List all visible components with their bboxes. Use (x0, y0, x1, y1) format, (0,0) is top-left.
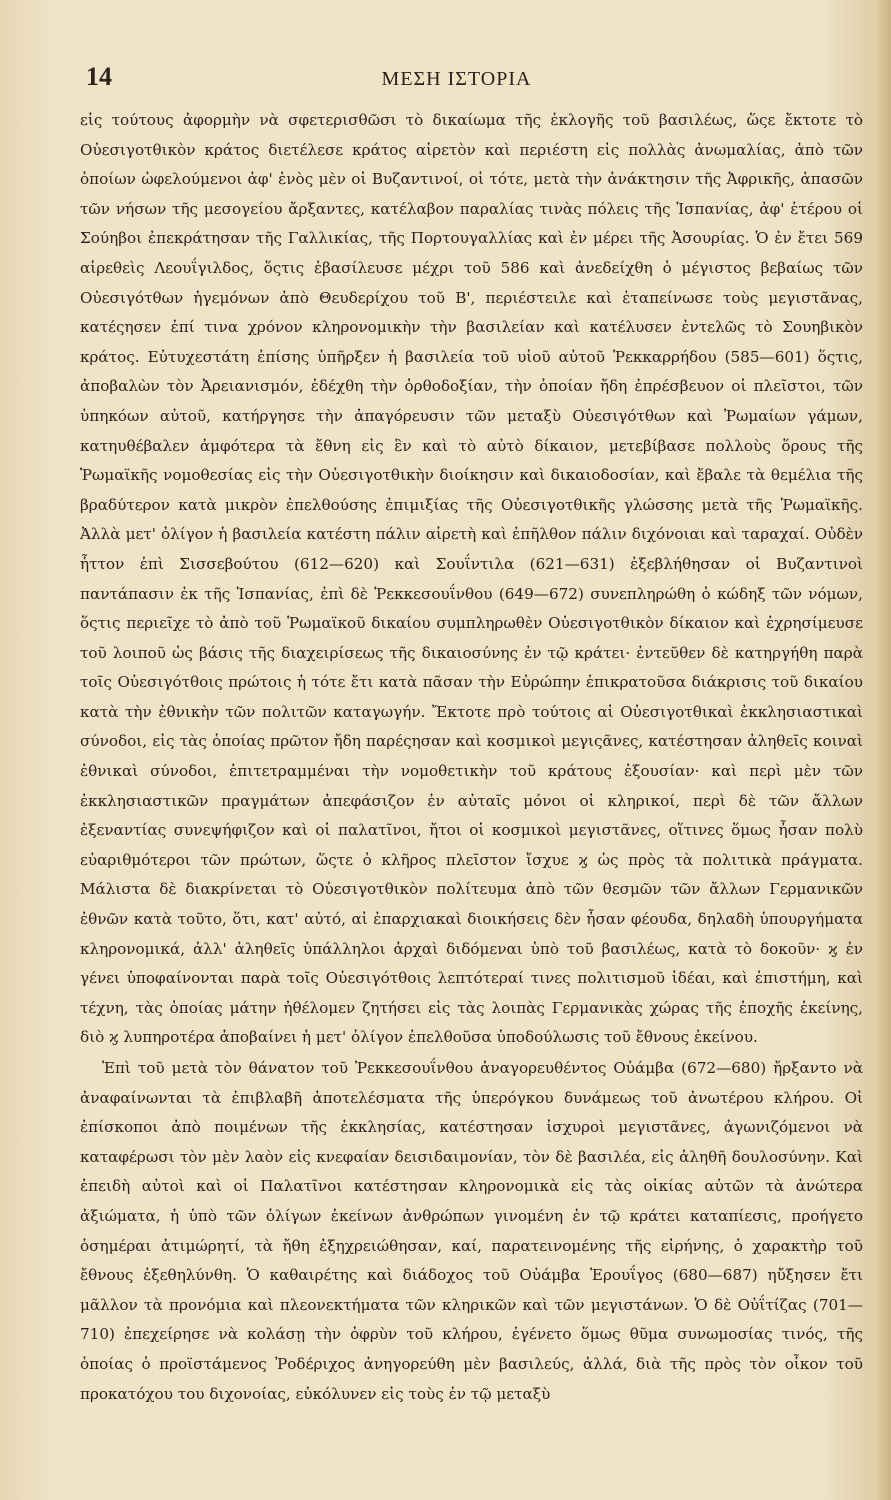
page-number: 14 (86, 62, 112, 91)
page-header (62, 62, 851, 108)
running-head: ΜΕΣΗ ΙΣΤΟΡΙΑ (381, 68, 532, 90)
paragraph-2: Ἐπὶ τοῦ μετὰ τὸν θάνατον τοῦ Ῥεκκεσουΐνθου ἀναγορευθέντος Οὐάμβα (672—680) ἤρξαντο νὰ ἀναφαίνωνται τὰ ἐπιβλαβῆ ἀποτελέσματα τῆς ὑπερόγκου δυνάμεως τοῦ ἀνωτέρου κλήρου. Οἱ ἐπίσκοποι ἀπὸ ποιμένων τῆς ἐκκλησίας, κατέστησαν ἰσχυροὶ μεγιστᾶνες, ἀγωνιζόμενοι νὰ καταφέρωσι τὸν μὲν λαὸν εἰς κνεφαίαν δεισιδαιμονίαν, τὸν δὲ βασιλέα, εἰς ἀληθῆ δουλοσύνην. Καὶ ἐπειδὴ αὐτοὶ καὶ οἱ Παλατῖνοι κατέστησαν κληρονομικὰ εἰς τὰς οἰκίας αὐτῶν τὰ ἀνώτερα ἀξιώματα, ἡ ὑπὸ τῶν ὀλίγων ἐκείνων ἀνθρώπων γινομένη ἐν τῷ κράτει καταπίεσις, προήγετο ὁσημέραι ἀτιμώρητί, τὰ ἤθη ἐξηχρειώθησαν, καί, παρατεινομένης τῆς εἰρήνης, ὁ χαρακτὴρ τοῦ ἔθνους ἐξεθηλύνθη. Ὁ καθαιρέτης καὶ διάδοχος τοῦ Οὐάμβα Ἐρουΐγος (680—687) ηὔξησεν ἔτι μᾶλλον τὰ προνόμια καὶ πλεονεκτήματα τῶν κληρικῶν καὶ τῶν μεγιστάνων. Ὁ δὲ Οὐΐτίζας (701—710) ἐπεχείρησε νὰ κολάσῃ τὴν ὀφρὺν τοῦ κλήρου, ἐγένετο ὅμως θῦμα συνωμοσίας τινός, τῆς ὁποίας ὁ προϊστάμενος Ῥοδέριχος ἀνηγορεύθη μὲν βασιλεύς, ἀλλά, διὰ τῆς πρὸς τὸν οἶκον τοῦ προκατόχου του διχονοίας, εὐκόλυνεν εἰς τοὺς ἐν τῷ μεταξὺ (80, 1059, 863, 1403)
body-text (80, 106, 863, 1409)
page-edge-shadow (873, 0, 891, 1500)
paragraph-1: εἰς τούτους ἀφορμὴν νὰ σφετερισθῶσι τὸ δικαίωμα τῆς ἐκλογῆς τοῦ βασιλέως, ὥςε ἔκτοτε τὸ Οὐεσιγοτθικὸν κράτος διετέλεσε κράτος αἱρετὸν καὶ περιέστη εἰς πολλὰς ἀνωμαλίας, ἀπὸ τῶν ὁποίων ὠφελούμενοι ἀφ' ἑνὸς μὲν οἱ Βυζαντινοί, οἱ τότε, μετὰ τὴν ἀνάκτησιν τῆς Ἀφρικῆς, ἁπασῶν τῶν νήσων τῆς μεσογείου ἄρξαντες, κατέλαβον παραλίας τινὰς πόλεις τῆς Ἱσπανίας, ἀφ' ἑτέρου οἱ Σούηβοι ἐπεκράτησαν τῆς Γαλλικίας, τῆς Πορτουγαλλίας καὶ ἐν μέρει τῆς Ἀσουρίας. Ὁ ἐν ἔτει 569 αἱρεθεὶς Λεουΐγιλδος, ὅςτις ἐβασίλευσε μέχρι τοῦ 586 καὶ ἀνεδείχθη ὁ μέγιστος βεβαίως τῶν Οὐεσιγότθων ἡγεμόνων ἀπὸ Θευδερίχου τοῦ Β', περιέστειλε καὶ ἐταπείνωσε τοὺς μεγιστᾶνας, κατέςησεν ἐπί τινα χρόνον κληρονομικὴν τὴν βασιλείαν καὶ κατέλυσεν ἐντελῶς τὸ Σουηβικὸν κράτος. Εὐτυχεστάτη ἐπίσης ὑπῆρξεν ἡ βασιλεία τοῦ υἱοῦ αὐτοῦ Ῥεκκαρρήδου (585—601) ὅςτις, ἀποβαλὼν τὸν Ἀρειανισμόν, ἐδέχθη τὴν ὀρθοδοξίαν, τὴν ὁποίαν ἤδη ἐπρέσβευον οἱ πλεῖστοι, τῶν ὑπηκόων αὐτοῦ, κατήργησε τὴν ἀπαγόρευσιν τῶν μεταξὺ Οὐεσιγότθων καὶ Ῥωμαίων γάμων, κατηυθέβαλεν ἀμφότερα τὰ ἔθνη εἰς ἓν καὶ τὸ αὐτὸ δίκαιον, μετεβίβασε πολλοὺς ὅρους τῆς Ῥωμαϊκῆς νομοθεσίας εἰς τὴν Οὐεσιγοτθικὴν διοίκησιν καὶ δικαιοδοσίαν, καὶ ἔβαλε τὰ θεμέλια τῆς βραδύτερον κατὰ μικρὸν ἐπελθούσης ἐπιμιξίας τῆς Οὐεσιγοτθικῆς γλώσσης μετὰ τῆς Ῥωμαϊκῆς. Ἀλλὰ μετ' ὀλίγον ἡ βασιλεία κατέστη πάλιν αἱρετὴ καὶ ἐπῆλθον πάλιν διχόνοιαι καὶ ταραχαί. Οὐδὲν ἧττον ἐπὶ Σισσεβούτου (612—620) καὶ Σουΐντιλα (621—631) ἐξεβλήθησαν οἱ Βυζαντινοὶ παντάπασιν ἐκ τῆς Ἱσπανίας, ἐπὶ δὲ Ῥεκκεσουΐνθου (649—672) συνεπληρώθη ὁ κώδηξ τῶν νόμων, ὅςτις περιεῖχε τὸ ἀπὸ τοῦ Ῥωμαϊκοῦ δικαίου συμπληρωθὲν Οὐεσιγοτθικὸν δίκαιον καὶ ἐχρησίμευσε τοῦ λοιποῦ ὡς βάσις τῆς διαχειρίσεως τῆς δικαιοσύνης ἐν τῷ κράτει· ἐντεῦθεν δὲ κατηργήθη παρὰ τοῖς Οὐεσιγότθοις πρώτοις ἡ τότε ἔτι κατὰ πᾶσαν τὴν Εὐρώπην ἐπικρατοῦσα διάκρισις τοῦ δικαίου κατὰ τὴν ἐθνικὴν τῶν πολιτῶν καταγωγήν. Ἔκτοτε πρὸ τούτοις αἱ Οὐεσιγοτθικαὶ ἐκκλησιαστικαὶ σύνοδοι, εἰς τὰς ὁποίας πρῶτον ἤδη παρέςησαν καὶ κοσμικοὶ μεγιςᾶνες, κατέστησαν ἀληθεῖς κοιναὶ ἐθνικαὶ σύνοδοι, ἐπιτετραμμέναι τὴν νομοθετικὴν τοῦ κράτους ἐξουσίαν· καὶ περὶ μὲν τῶν ἐκκλησιαστικῶν πραγμάτων ἀπεφάσιζον ἐν αὐταῖς μόνοι οἱ κληρικοί, περὶ δὲ τῶν ἄλλων ἐξεναντίας συνεψήφιζον καὶ οἱ παλατῖνοι, ἤτοι οἱ κοσμικοὶ μεγιστᾶνες, οἵτινες ὅμως ἦσαν πολὺ εὐαριθμότεροι τῶν πρώτων, ὥςτε ὁ κλῆρος πλεῖστον ἴσχυε ϗ ὡς πρὸς τὰ πολιτικὰ πράγματα. Μάλιστα δὲ διακρίνεται τὸ Οὐεσιγοτθικὸν πολίτευμα ἀπὸ τῶν θεσμῶν τῶν ἄλλων Γερμανικῶν ἐθνῶν κατὰ τοῦτο, ὅτι, κατ' αὐτό, αἱ ἐπαρχιακαὶ διοικήσεις δὲν ἦσαν φέουδα, δηλαδὴ ὑπουργήματα κληρονομικά, ἀλλ' ἀληθεῖς ὑπάλληλοι ἀρχαὶ διδόμεναι ὑπὸ τοῦ βασιλέως, κατὰ τὸ δοκοῦν· ϗ ἐν γένει ὑποφαίνονται παρὰ τοῖς Οὐεσιγότθοις λεπτότεραί τινες πολιτισμοῦ ἰδέαι, καὶ ἐπιστήμη, καὶ τέχνη, τὰς ὁποίας μάτην ἠθέλομεν ζητήσει εἰς τὰς λοιπὰς Γερμανικὰς χώρας τῆς ἐποχῆς ἐκείνης, διὸ ϗ λυπηροτέρα ἀποβαίνει ἡ μετ' ὀλίγον ἐπελθοῦσα ὑποδούλωσις τοῦ ἔθνους ἐκείνου. (80, 111, 863, 1047)
